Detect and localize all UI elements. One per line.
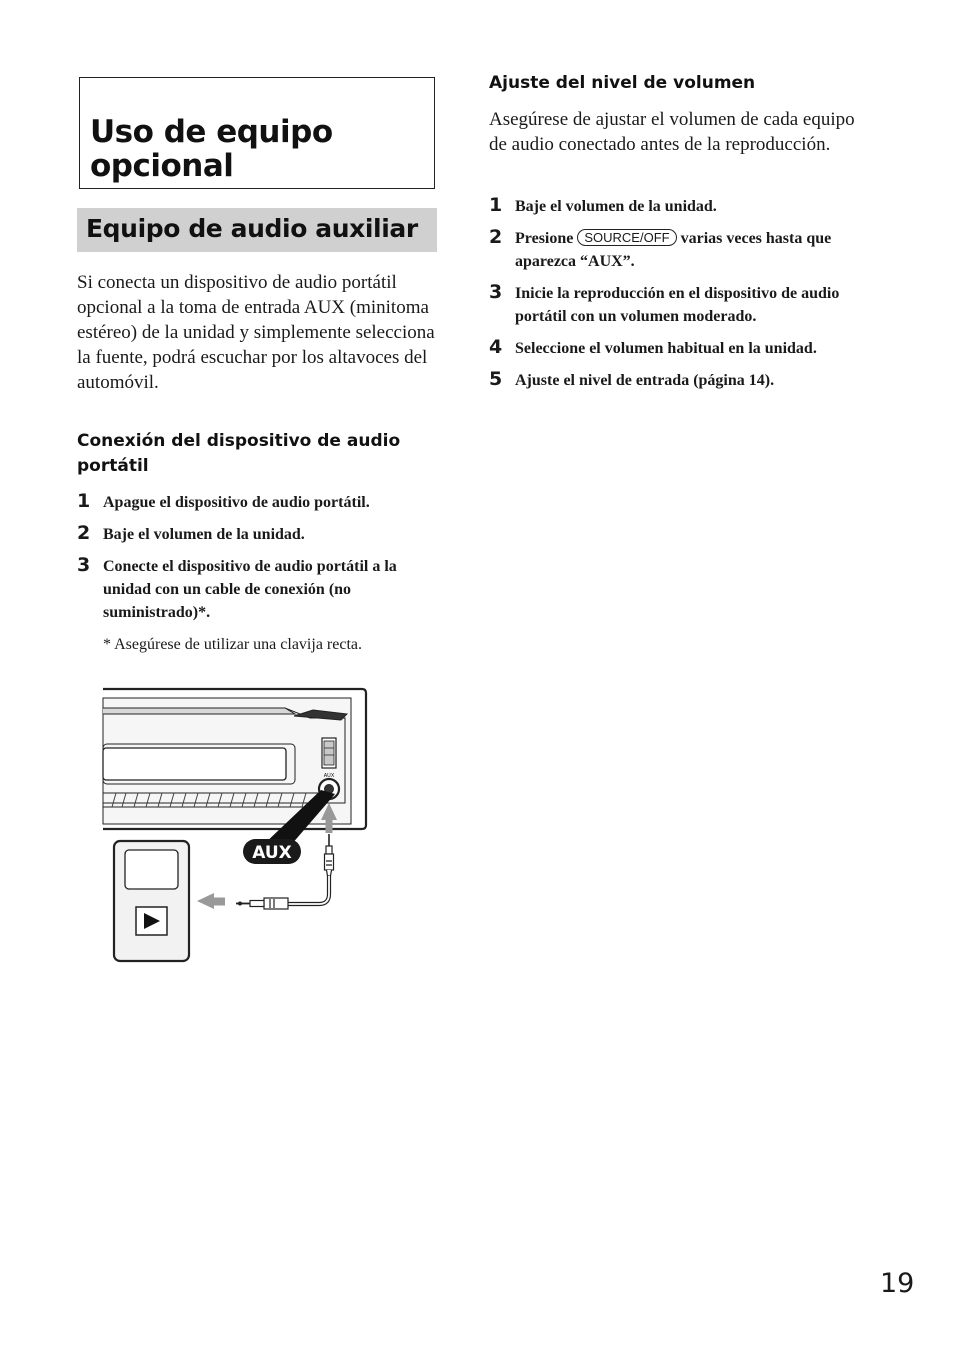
step-text: Baje el volumen de la unidad.: [515, 198, 717, 215]
chapter-title-line2: opcional: [90, 148, 234, 184]
step-number: 4: [489, 336, 503, 358]
step-text: Baje el volumen de la unidad.: [103, 526, 305, 543]
volume-step: [489, 337, 869, 360]
volume-step: [489, 282, 869, 328]
page-number: 19: [880, 1268, 915, 1299]
horizontal-plug: [236, 898, 288, 909]
connection-heading: Conexión del dispositivo de audio portátil: [77, 431, 401, 476]
volume-step: [489, 227, 869, 273]
section-title: Equipo de audio auxiliar: [86, 214, 418, 243]
source-off-button-label: SOURCE/OFF: [577, 229, 676, 246]
portable-audio-player: [114, 841, 189, 961]
chapter-title-line1: Uso de equipo: [90, 114, 333, 150]
connection-steps: [77, 491, 439, 633]
volume-step: [489, 369, 869, 392]
volume-intro-paragraph: Asegúrese de ajustar el volumen de cada equipo de audio conectado antes de la reproducción.: [489, 109, 855, 155]
step-number: 3: [489, 281, 503, 303]
volume-heading: Ajuste del nivel de volumen: [489, 73, 756, 93]
step-number: 3: [77, 554, 91, 576]
section-title-bar: [77, 208, 437, 252]
footnote: * Asegúrese de utilizar una clavija recta.: [103, 636, 362, 653]
connection-step: [77, 523, 439, 546]
vertical-plug: [325, 834, 334, 876]
step-number: 2: [77, 522, 91, 544]
step-number: 1: [77, 490, 91, 512]
insert-arrow-left-icon: [197, 893, 225, 909]
connection-step: [77, 491, 439, 514]
car-stereo-unit: [103, 689, 366, 829]
step-text: Seleccione el volumen habitual en la unidad.: [515, 340, 817, 357]
chapter-title: [90, 115, 333, 183]
aux-connection-illustration: [100, 686, 370, 966]
connection-cable: [288, 876, 329, 904]
aux-badge-label: AUX: [252, 843, 292, 863]
volume-step: [489, 195, 869, 218]
volume-steps: [489, 195, 869, 401]
step-text: Conecte el dispositivo de audio portátil a la unidad con un cable de conexión (no suministrado)*.: [103, 558, 397, 621]
step-text: Inicie la reproducción en el dispositivo de audio portátil con un volumen moderado.: [515, 285, 840, 325]
step-text-before: Presione: [515, 230, 574, 247]
step-text: Apague el dispositivo de audio portátil.: [103, 494, 370, 511]
step-text-after: varias veces hasta que aparezca “AUX”.: [515, 230, 832, 270]
intro-paragraph: Si conecta un dispositivo de audio portátil opcional a la toma de entrada AUX (minitoma estéreo) de la unidad y simplemente selecciona la fuente, podrá escuchar por los altavoces del automóvil.: [77, 272, 435, 393]
step-number: 5: [489, 368, 503, 390]
step-number: 1: [489, 194, 503, 216]
chapter-title-box: [79, 77, 435, 189]
step-text: Ajuste el nivel de entrada (página 14).: [515, 372, 775, 389]
step-number: 2: [489, 226, 503, 248]
connection-step: [77, 555, 439, 624]
aux-jack-label: AUX: [323, 773, 335, 779]
